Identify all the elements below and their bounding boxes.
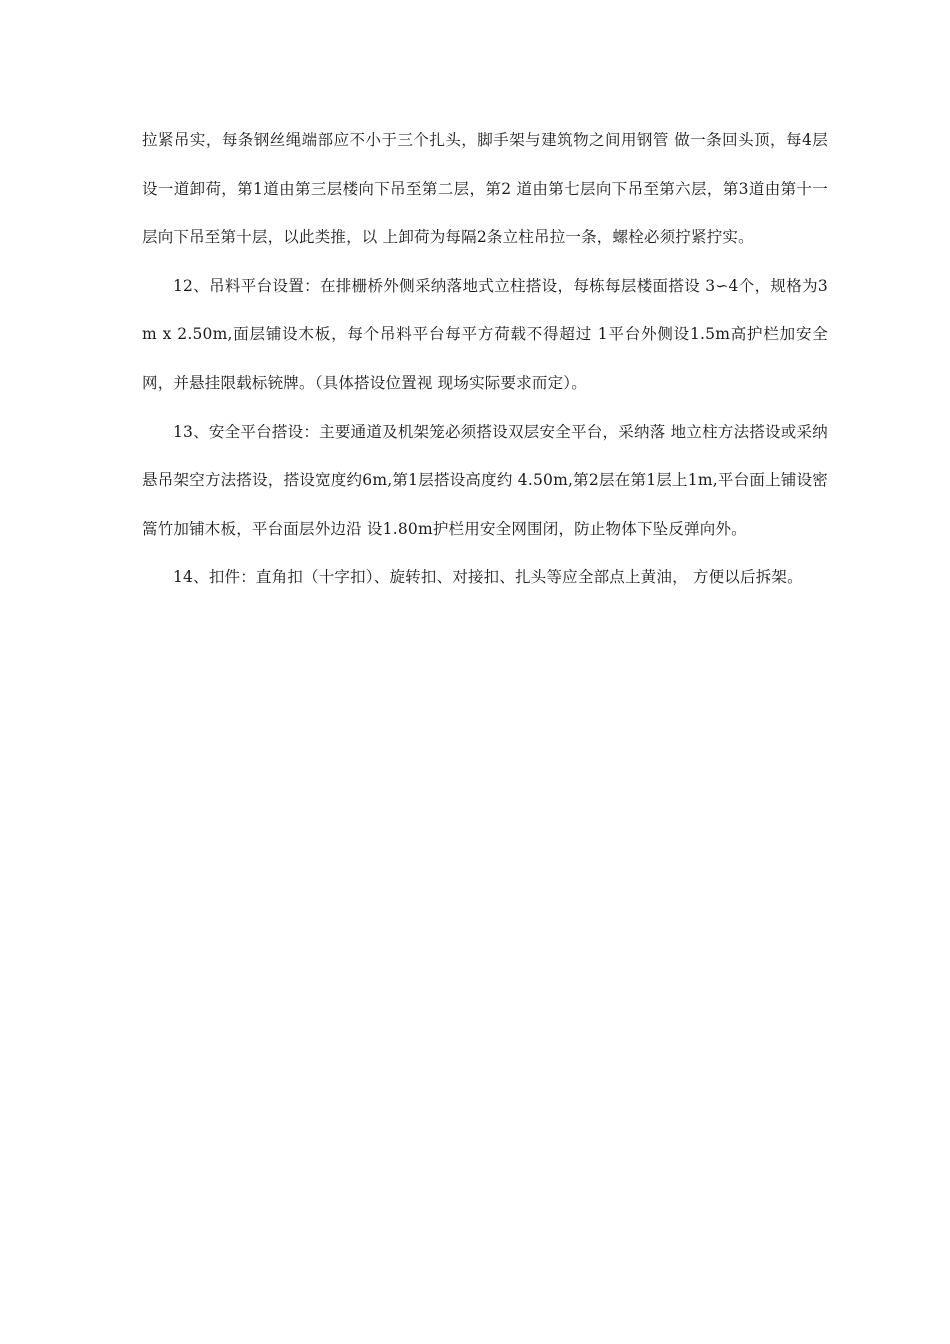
paragraph-item-14-fasteners: 14、扣件：直角扣（十字扣）、旋转扣、对接扣、扎头等应全部点上黄油， 方便以后拆架。 — [173, 568, 803, 587]
paragraph-item-13-safety-platform: 13、安全平台搭设：主要通道及机架笼必须搭设双层安全平台，采纳落 地立柱方法搭设或采纳悬吊架空方法搭设，搭设宽度约6m,第1层搭设高度约 4.50m,第2层在第1层上1m,平台面上铺设密篙竹加铺木板，平台面层外边沿 设1.80m护栏用安全网围闭，防止物体下坠反弹向外。 — [142, 422, 828, 538]
document-body — [142, 116, 828, 602]
paragraph-item-12-lifting-platform: 12、吊料平台设置：在排栅桥外侧采纳落地式立柱搭设，每栋每层楼面搭设 3∽4个，规格为3m x 2.50m,面层铺设木板，每个吊料平台每平方荷载不得超过 1平台外侧设1.5m高护栏加安全网，并悬挂限载标铳牌。（具体搭设位置视 现场实际要求而定）。 — [142, 276, 828, 392]
paragraph-unloading-continued: 拉紧吊实，每条钢丝绳端部应不小于三个扎头，脚手架与建筑物之间用钢管 做一条回头顶，每4层设一道卸荷，第1道由第三层楼向下吊至第二层，第2 道由第七层向下吊至第六层，第3道由第十一层向下吊至第十层，以此类推，以 上卸荷为每隔2条立柱吊拉一条，螺栓必须拧紧拧实。 — [142, 131, 828, 247]
